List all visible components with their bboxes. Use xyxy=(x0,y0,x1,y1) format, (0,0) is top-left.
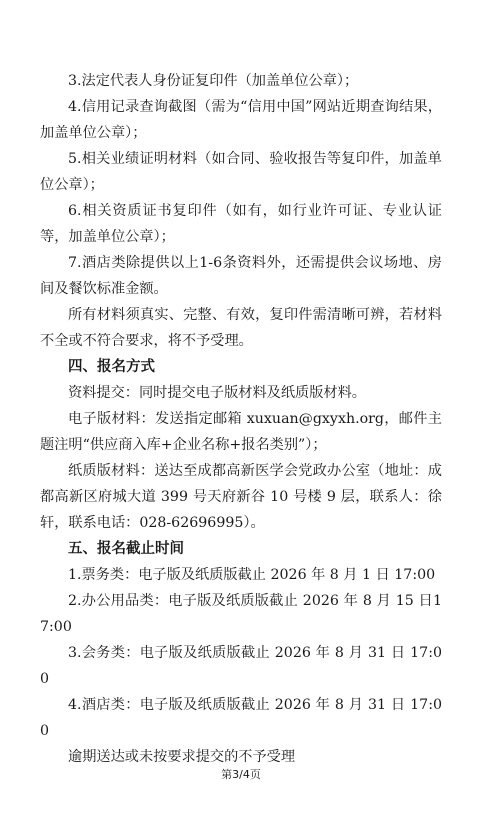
paragraph-item-5: 5.相关业绩证明材料（如合同、验收报告等复印件，加盖单位公章）； xyxy=(40,151,442,193)
paragraph-submission: 资料提交：同时提交电子版材料及纸质版材料。 xyxy=(68,385,366,401)
section-heading-registration-method: 四、报名方式 xyxy=(68,359,155,375)
document-body xyxy=(40,68,442,770)
deadline-item-conference: 3.会务类：电子版及纸质版截止 2026 年 8 月 31 日 17:00 xyxy=(40,645,442,687)
paragraph-paper-materials: 纸质版材料：送达至成都高新医学会党政办公室（地址：成都高新区府城大道 399 号天府新谷 10 号楼 9 层，联系人：徐轩，联系电话：028-62696995）。 xyxy=(40,463,442,531)
page-number: 第3/4页 xyxy=(221,768,261,781)
paragraph-item-4: 4.信用记录查询截图（需为“信用中国”网站近期查询结果，加盖单位公章）； xyxy=(40,99,442,141)
paragraph-late-submission: 逾期送达或未按要求提交的不予受理 xyxy=(68,749,296,765)
section-heading-deadline: 五、报名截止时间 xyxy=(68,541,184,557)
deadline-item-hotel: 4.酒店类：电子版及纸质版截止 2026 年 8 月 31 日 17:00 xyxy=(40,697,442,739)
paragraph-materials-note: 所有材料须真实、完整、有效，复印件需清晰可辨，若材料不全或不符合要求，将不予受理。 xyxy=(40,307,442,349)
paragraph-item-6: 6.相关资质证书复印件（如有，如行业许可证、专业认证等，加盖单位公章）； xyxy=(40,203,442,245)
deadline-item-office-supplies: 2.办公用品类：电子版及纸质版截止 2026 年 8 月 15 日17:00 xyxy=(40,593,442,635)
paragraph-item-3: 3.法定代表人身份证复印件（加盖单位公章）； xyxy=(68,73,359,89)
deadline-item-tickets: 1.票务类：电子版及纸质版截止 2026 年 8 月 1 日 17:00 xyxy=(68,567,436,583)
paragraph-electronic-materials: 电子版材料：发送指定邮箱 xuxuan@gxyxh.org，邮件主题注明“供应商入库+企业名称+报名类别”）； xyxy=(40,411,442,453)
paragraph-item-7: 7.酒店类除提供以上1-6条资料外，还需提供会议场地、房间及餐饮标准金额。 xyxy=(40,255,442,297)
